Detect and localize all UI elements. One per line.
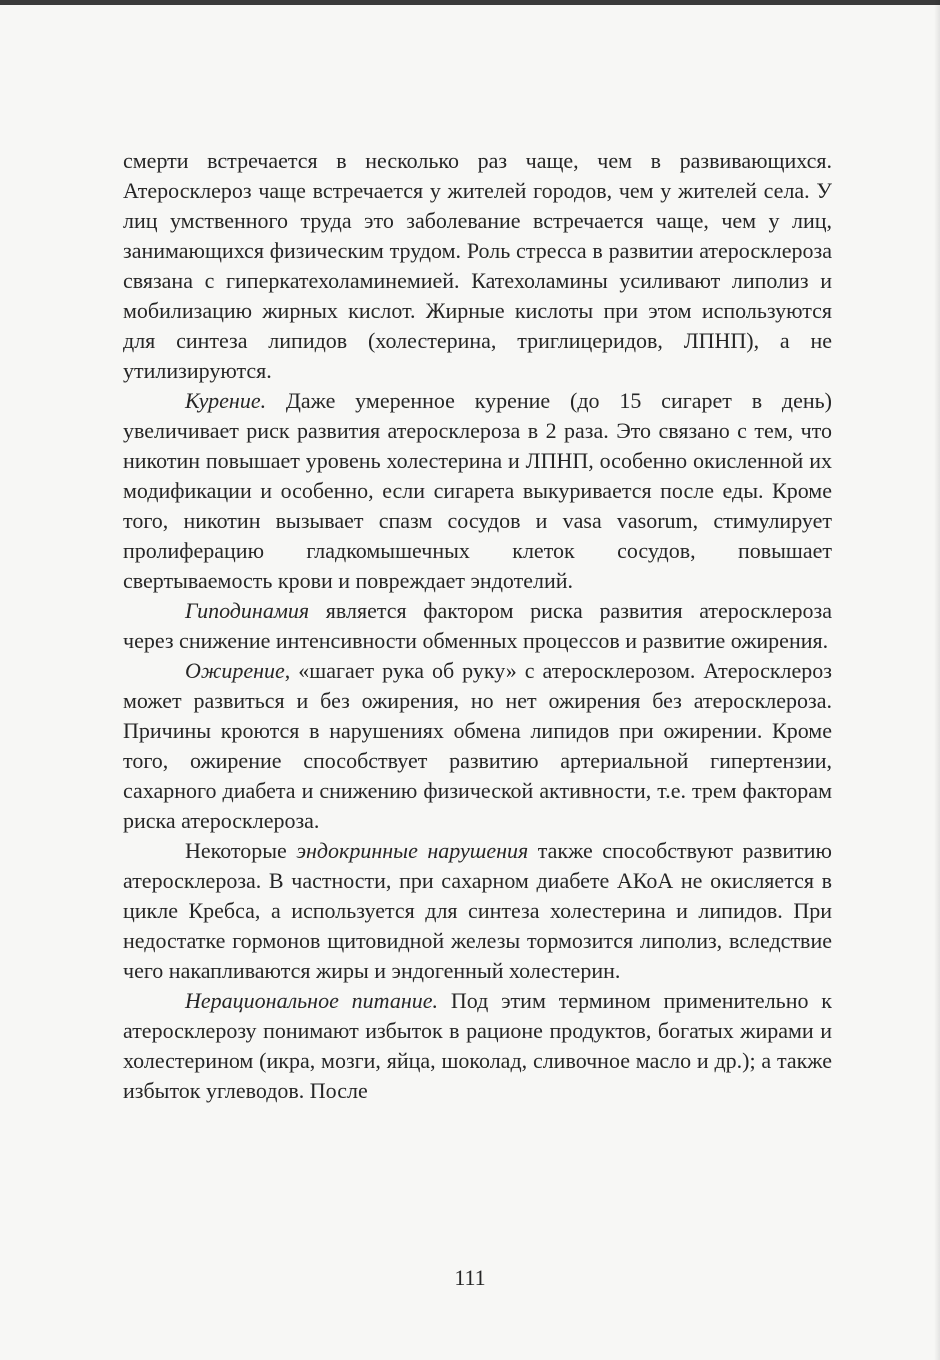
page-top-edge: [0, 0, 940, 5]
paragraph-hypodynamia-text: является фактором риска развития атеросклероза через снижение интенсивности обменных процессов и развитие ожирения.: [123, 598, 832, 653]
paragraph-hypodynamia: [123, 596, 832, 656]
term-obesity: Ожирение: [185, 658, 285, 683]
paragraph-endocrine: [123, 836, 832, 986]
page-number: 111: [454, 1265, 486, 1290]
paragraph-endocrine-text: также способствуют развитию атеросклероза. В частности, при сахарном диабете АКоА не окисляется в цикле Кребса, а используется для синтеза холестерина и липидов. При недостатке гормонов щитовидной железы тормозится липолиз, вследствие чего накапливаются жиры и эндогенный холестерин.: [123, 838, 832, 983]
paragraph-smoking: [123, 386, 832, 596]
term-smoking: Курение.: [185, 388, 267, 413]
paragraph-nutrition: [123, 986, 832, 1106]
paragraph-nutrition-text: Под этим термином применительно к атеросклерозу понимают избыток в рационе продуктов, богатых жирами и холестерином (икра, мозги, яйца, шоколад, сливочное масло и др.); а также избыток углеводов. После: [123, 988, 832, 1103]
paragraph-obesity-text: , «шагает рука об руку» с атеросклерозом. Атеросклероз может развиться и без ожирения, но нет ожирения без атеросклероза. Причины кроются в нарушениях обмена липидов при ожирении. Кроме того, ожирение способствует развитию артериальной гипертензии, сахарного диабета и снижению физической активности, т.е. трем факторам риска атеросклероза.: [123, 658, 832, 833]
paragraph-obesity: [123, 656, 832, 836]
term-endocrine-disorders: эндокринные нарушения: [296, 838, 529, 863]
paragraph-1: [123, 146, 832, 386]
paragraph-1-text: смерти встречается в несколько раз чаще, чем в развивающихся. Атеросклероз чаще встречается у жителей городов, чем у жителей села. У лиц умственного труда это заболевание встречается чаще, чем у лиц, занимающихся физическим трудом. Роль стресса в развитии атеросклероза связана с гиперкатехоламинемией. Катехоламины усиливают липолиз и мобилизацию жирных кислот. Жирные кислоты при этом используются для синтеза липидов (холестерина, триглицеридов, ЛПНП), а не утилизируются.: [123, 148, 832, 383]
page-body: [123, 146, 832, 1106]
page-right-shadow: [934, 0, 940, 1360]
term-irrational-nutrition: Нерациональное питание.: [185, 988, 439, 1013]
paragraph-endocrine-lead: Некоторые: [185, 838, 297, 863]
paragraph-smoking-text: Даже умеренное курение (до 15 сигарет в день) увеличивает риск развития атеросклероза в 2 раза. Это связано с тем, что никотин повышает уровень холестерина и ЛПНП, особенно окисленной их модификации и особенно, если сигарета выкуривается после еды. Кроме того, никотин вызывает спазм сосудов и vasa vasorum, стимулирует пролиферацию гладкомышечных клеток сосудов, повышает свертываемость крови и повреждает эндотелий.: [123, 388, 832, 593]
term-hypodynamia: Гиподинамия: [185, 598, 310, 623]
